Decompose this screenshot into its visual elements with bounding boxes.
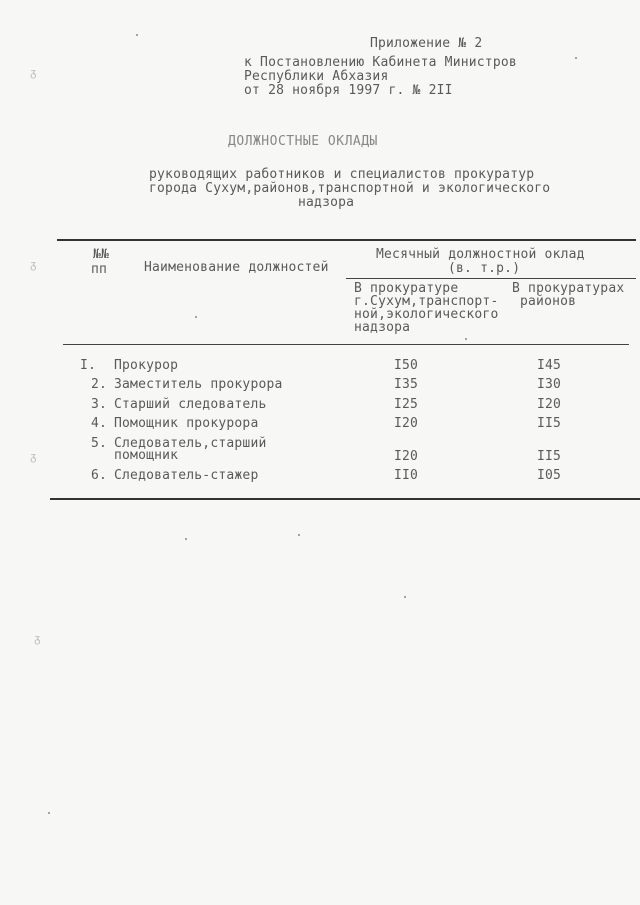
row-salary-city: I25: [394, 397, 419, 412]
salary-subheader-rule: [346, 278, 636, 279]
row-position-continued: помощник: [114, 448, 179, 463]
row-salary-region: II5: [537, 416, 562, 431]
subtitle-line-1: руководящих работников и специалистов прокуратур: [149, 167, 535, 182]
col-header-city-1: В прокуратуре: [354, 281, 459, 296]
col-header-number-2: пп: [91, 262, 108, 277]
row-number: 5.: [91, 436, 108, 451]
scan-speck: [195, 316, 197, 318]
scan-speck: [185, 538, 187, 540]
punch-hole-mark: ᵹ: [34, 632, 41, 645]
scan-speck: [48, 812, 50, 814]
scan-speck: [298, 534, 300, 536]
row-number: 6.: [91, 468, 108, 483]
row-salary-city: I20: [394, 416, 419, 431]
table-bottom-rule: [50, 498, 640, 500]
row-position: Следователь-стажер: [114, 468, 259, 483]
row-salary-city: I50: [394, 358, 419, 373]
row-position: Помощник прокурора: [114, 416, 259, 431]
subtitle-line-2: города Сухум,районов,транспортной и экологического: [149, 181, 551, 196]
table-header-rule: [63, 344, 629, 345]
row-position: Следователь,старший: [114, 436, 267, 451]
col-header-salary-2: (в. т.р.): [448, 261, 521, 276]
row-salary-city: I35: [394, 377, 419, 392]
table-top-rule: [57, 239, 636, 241]
appendix-label: Приложение № 2: [370, 36, 483, 51]
row-number: I.: [80, 358, 97, 373]
punch-hole-mark: ᵹ: [30, 66, 37, 79]
document-title: ДОЛЖНОСТНЫЕ ОКЛАДЫ: [228, 134, 378, 149]
punch-hole-mark: ᵹ: [30, 258, 37, 271]
col-header-salary-1: Месячный должностной оклад: [376, 247, 585, 262]
col-header-city-2: г.Сухум,транспорт-: [354, 294, 499, 309]
decree-line-2: Республики Абхазия: [244, 69, 389, 84]
scan-speck: [404, 596, 406, 598]
row-salary-region: I45: [537, 358, 562, 373]
row-salary-city: II0: [394, 468, 419, 483]
row-salary-region: I20: [537, 397, 562, 412]
scan-speck: [136, 34, 138, 36]
col-header-city-4: надзора: [354, 320, 411, 335]
punch-hole-mark: ᵹ: [30, 450, 37, 463]
row-salary-region: I05: [537, 468, 562, 483]
row-salary-region: II5: [537, 449, 562, 464]
row-position: Старший следователь: [114, 397, 267, 412]
row-salary-city: I20: [394, 449, 419, 464]
decree-line-1: к Постановлению Кабинета Министров: [244, 55, 517, 70]
row-number: 2.: [91, 377, 108, 392]
subtitle-line-3: надзора: [298, 195, 355, 210]
row-salary-region: I30: [537, 377, 562, 392]
row-number: 4.: [91, 416, 108, 431]
row-position: Заместитель прокурора: [114, 377, 283, 392]
col-header-number-1: №№: [93, 247, 110, 262]
decree-date: от 28 ноября 1997 г. № 2II: [244, 83, 453, 98]
col-header-city-3: ной,экологического: [354, 307, 499, 322]
row-number: 3.: [91, 397, 108, 412]
scan-speck: [575, 57, 577, 59]
scan-speck: [465, 338, 467, 340]
col-header-region-2: районов: [520, 294, 577, 309]
col-header-region-1: В прокуратурах: [512, 281, 625, 296]
row-position: Прокурор: [114, 358, 179, 373]
col-header-position: Наименование должностей: [144, 260, 329, 275]
